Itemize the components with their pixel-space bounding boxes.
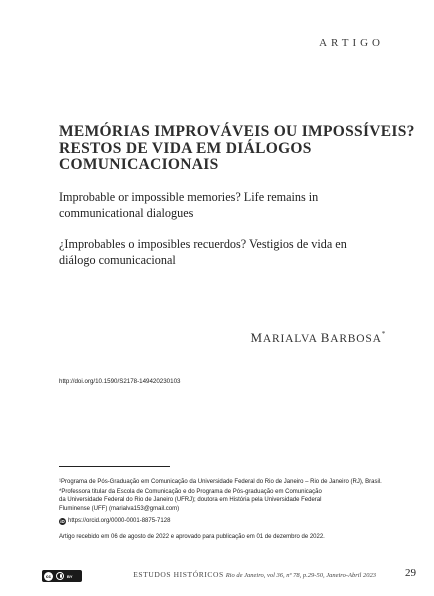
footnote-divider — [59, 466, 170, 467]
title-line-2: RESTOS DE VIDA EM DIÁLOGOS — [59, 139, 312, 157]
author-initial-1: M — [250, 330, 263, 345]
by-label: BY — [67, 573, 73, 579]
author-name — [251, 330, 386, 346]
journal-footer — [133, 570, 376, 579]
footnote-bio-line-3: Fluminense (UFF) (marialva153@gmail.com) — [59, 505, 180, 512]
title-line-3: COMUNICACIONAIS — [59, 156, 219, 173]
creative-commons-by-icon[interactable] — [42, 570, 82, 582]
english-title-line-1: Improbable or impossible memories? Life remains in — [59, 190, 319, 204]
orcid-icon: iD — [60, 518, 65, 524]
doi-link[interactable]: http://doi.org/10.1590/S2178-149420230103 — [59, 378, 181, 385]
page-number: 29 — [405, 567, 416, 579]
english-title — [59, 190, 389, 221]
title-line-1: MEMÓRIAS IMPROVÁVEIS OU IMPOSSÍVEIS? — [59, 123, 415, 140]
orcid-row — [59, 517, 170, 525]
spanish-title — [59, 237, 389, 268]
author-first-rest: ARIALVA — [262, 333, 318, 345]
footnote-bio-line-2: da Universidade Federal do Rio de Janeiro (UFRJ); doutora em História pela Universidade Federal — [59, 497, 322, 504]
attribution-person-icon — [56, 572, 64, 580]
author-last-rest: ARBOSA — [330, 333, 382, 345]
section-label: ARTIGO — [319, 37, 384, 49]
cc-icon: cc — [45, 573, 51, 579]
author-footnote-mark: * — [381, 330, 386, 338]
received-note: Artigo recebido em 06 de agosto de 2022 e aprovado para publicação em 01 de dezembro de 2022. — [59, 534, 325, 540]
journal-meta: Rio de Janeiro, vol 36, nº 78, p.29-50, Janeiro-Abril 2023 — [225, 572, 376, 579]
author-initial-2: B — [320, 330, 331, 345]
spanish-title-line-2: diálogo comunicacional — [59, 252, 176, 267]
orcid-link[interactable]: https://orcid.org/0000-0001-8875-7128 — [68, 518, 171, 524]
article-title — [59, 123, 415, 174]
spanish-title-line-1: ¿Improbables o imposibles recuerdos? Vestigios de vida en — [59, 237, 347, 251]
footnote-affiliation: ¹Programa de Pós-Graduação em Comunicação da Universidade Federal do Rio de Janeiro – Rio de Janeiro (RJ), Brasil. — [59, 479, 382, 485]
english-title-line-2: communicational dialogues — [59, 205, 194, 220]
footnote-author-bio — [59, 488, 322, 513]
footnote-bio-line-1: *Professora titular da Escola de Comunicação e do Programa de Pós-graduação em Comunicação — [59, 489, 322, 495]
journal-name: ESTUDOS HISTÓRICOS — [133, 570, 224, 579]
